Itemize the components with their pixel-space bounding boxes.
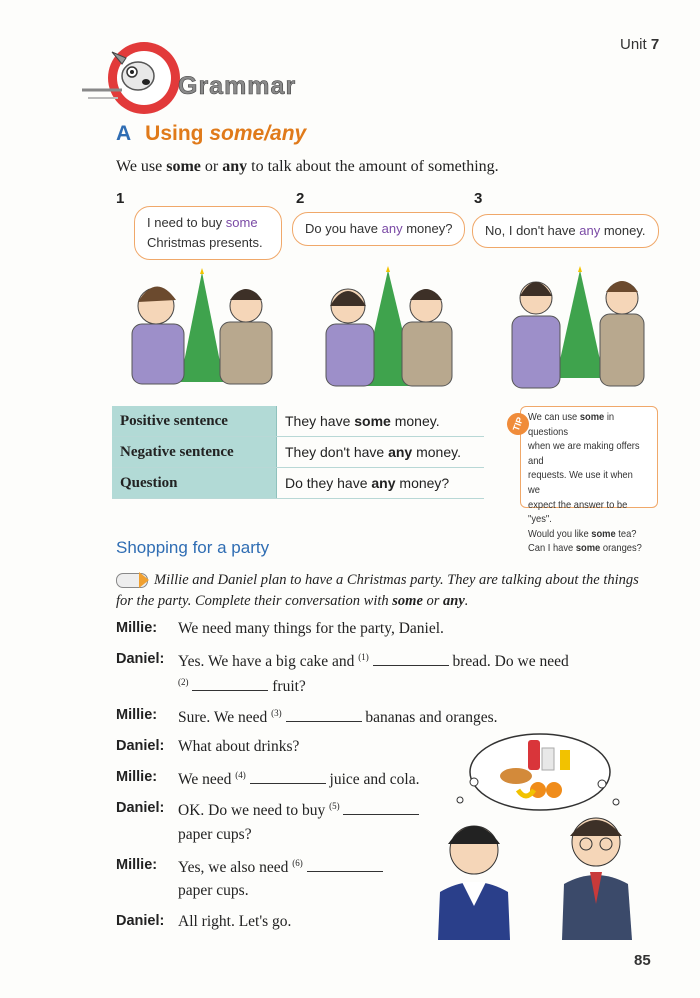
tip-l6-pre: Can I have (528, 543, 576, 555)
tip-box (510, 406, 658, 555)
row-label: Question (112, 468, 277, 499)
answer-blank-4[interactable] (250, 769, 326, 784)
dialogue-text: We need many things for the party, Daniel. (178, 620, 444, 637)
tip-l3: requests. We use it when we (528, 470, 633, 496)
section-a-heading (116, 122, 306, 146)
answer-blank-5[interactable] (343, 800, 419, 815)
row-example (277, 437, 485, 468)
dialogue-text (178, 769, 419, 789)
dialogue-text (178, 651, 569, 671)
tip-l4: expect the answer to be "yes". (528, 499, 628, 526)
tip-l5-pre: Would you like (528, 528, 592, 540)
speaker-label: Millie: (116, 769, 158, 785)
panel-3-illustration (496, 262, 650, 392)
dialogue-part: juice and cola. (325, 771, 420, 788)
example-kw: some (354, 413, 391, 429)
row-example (277, 406, 485, 437)
example-post: money? (395, 475, 450, 491)
panel-number-2: 2 (296, 190, 305, 207)
speaker-label: Millie: (116, 620, 158, 636)
speaker-label: Millie: (116, 707, 158, 723)
tip-l1-post: in questions (528, 412, 615, 438)
speaker-label: Daniel: (116, 738, 165, 754)
bubble1-pre: I need to buy (147, 215, 226, 230)
panel-number-1: 1 (116, 190, 125, 207)
bubble2-pre: Do you have (305, 221, 382, 236)
dialogue-part: bananas and oranges. (361, 709, 498, 726)
tip-text (528, 411, 643, 557)
answer-blank-3[interactable] (286, 707, 362, 722)
bubble2-kw: any (381, 221, 403, 236)
dialogue-part: bread. Do we need (448, 653, 569, 670)
bubble3-kw: any (579, 223, 601, 238)
example-kw: any (371, 475, 396, 491)
example-post: money. (412, 444, 461, 460)
section-title-keyword: some/any (209, 122, 307, 145)
table-row (112, 437, 484, 468)
answer-blank-6[interactable] (307, 857, 383, 872)
dialogue-part: Sure. We need (178, 709, 272, 726)
section-title-prefix: Using (145, 122, 210, 145)
speaker-label: Daniel: (116, 800, 165, 816)
row-label: Positive sentence (112, 406, 277, 437)
speaker-label: Daniel: (116, 651, 165, 667)
grammar-table (112, 406, 484, 499)
table-row (112, 468, 484, 499)
tip-l1-pre: We can use (528, 412, 580, 423)
tip-badge: TIP (504, 410, 532, 438)
section-header-title: Grammar (178, 72, 297, 100)
blank-number: (6) (292, 857, 303, 868)
blank-number: (5) (329, 800, 340, 811)
unit-label (620, 36, 659, 53)
intro-sentence (116, 158, 499, 176)
example-post: money. (390, 413, 440, 429)
row-label: Negative sentence (112, 437, 277, 468)
dialogue-text: paper cups. (178, 882, 249, 899)
intro-post: to talk about the amount of something. (247, 158, 499, 175)
dialogue-text: paper cups? (178, 826, 252, 843)
blank-number: (2) (178, 676, 189, 687)
table-row (112, 406, 484, 437)
instruction-pre: Millie and Daniel plan to have a Christmas party. They are talking about the things for the party. Complete their conversation with (116, 572, 639, 609)
instruction-post: . (464, 593, 469, 609)
unit-number: 7 (650, 36, 660, 53)
dialogue-part: fruit? (268, 678, 306, 695)
panel-2-illustration (318, 262, 458, 392)
bubble2-post: money? (402, 221, 453, 236)
intro-kw2: any (222, 158, 248, 175)
answer-blank-1[interactable] (373, 651, 449, 666)
audio-cassette-icon[interactable] (116, 573, 148, 588)
speech-bubble-1 (134, 206, 282, 260)
panel-1-illustration (120, 262, 280, 392)
dialogue-part: Yes, we also need (178, 859, 293, 876)
shopping-title: Shopping for a party (116, 538, 270, 557)
bubble3-post: money. (600, 223, 646, 238)
dialogue-part: Yes. We have a big cake and (178, 653, 359, 670)
bubble1-line2: Christmas presents. (147, 235, 263, 250)
instruction-text (116, 570, 656, 612)
millie-daniel-illustration (410, 732, 660, 940)
dialogue-text (178, 676, 306, 696)
dialogue-text (178, 857, 383, 877)
intro-mid: or (200, 158, 223, 175)
instruction-mid: or (422, 593, 444, 609)
dialogue-text: All right. Let's go. (178, 913, 292, 930)
example-pre: They have (285, 413, 355, 429)
tip-l6-kw: some (575, 543, 601, 555)
dialogue-text: What about drinks? (178, 738, 300, 755)
dialogue-text (178, 707, 498, 727)
grammar-mascot-icon (82, 38, 182, 118)
bubble1-kw: some (225, 215, 258, 230)
unit-word: Unit (620, 36, 647, 53)
panel-number-3: 3 (474, 190, 483, 207)
blank-number: (1) (358, 651, 369, 662)
blank-number: (3) (271, 707, 282, 718)
dialogue-part: We need (178, 771, 236, 788)
section-title (145, 122, 306, 145)
tip-l5-post: tea? (615, 528, 637, 540)
intro-pre: We use (116, 158, 167, 175)
example-kw: any (388, 444, 413, 460)
example-pre: They don't have (285, 444, 389, 460)
speech-bubble-3 (472, 214, 659, 248)
intro-kw1: some (166, 158, 201, 175)
example-pre: Do they have (285, 475, 372, 491)
instruction-kw1: some (392, 593, 423, 609)
bubble3-pre: No, I don't have (485, 223, 580, 238)
tip-l6-post: oranges? (600, 543, 642, 555)
row-example (277, 468, 485, 499)
page-number: 85 (634, 952, 651, 969)
answer-blank-2[interactable] (192, 676, 268, 691)
speech-bubble-2 (292, 212, 465, 246)
section-letter: A (116, 122, 132, 145)
tip-l5-kw: some (591, 528, 616, 540)
dialogue-part: OK. Do we need to buy (178, 802, 330, 819)
tip-l2: when we are making offers and (528, 441, 640, 467)
blank-number: (4) (235, 769, 246, 780)
tip-l1-kw: some (579, 412, 605, 423)
speaker-label: Millie: (116, 857, 158, 873)
dialogue-text (178, 800, 419, 820)
speaker-label: Daniel: (116, 913, 165, 929)
instruction-kw2: any (443, 593, 465, 609)
